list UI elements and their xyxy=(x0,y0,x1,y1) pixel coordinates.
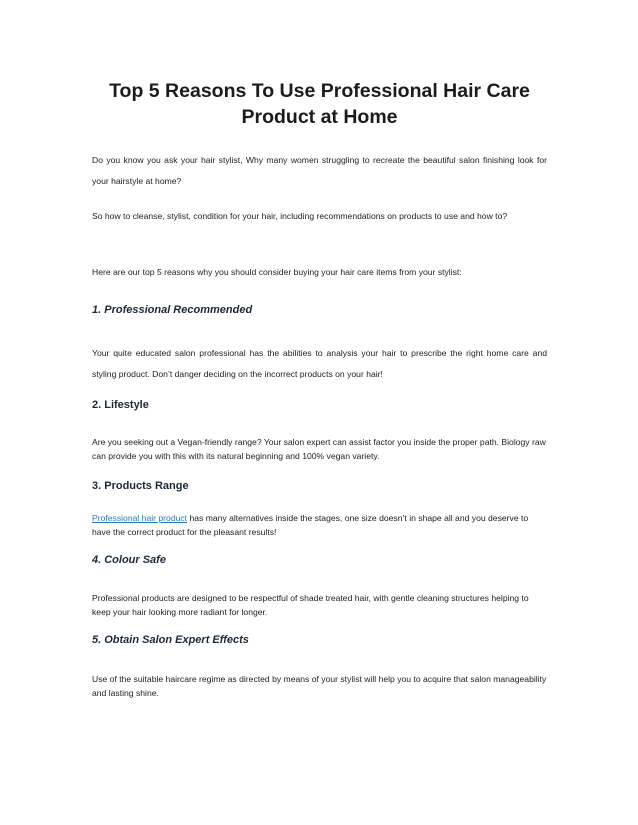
section-body-3 xyxy=(92,511,547,539)
section-heading-2: 2. Lifestyle xyxy=(92,399,149,411)
section-heading-1: 1. Professional Recommended xyxy=(92,304,253,316)
section-heading-5: 5. Obtain Salon Expert Effects xyxy=(92,634,249,646)
section-body-1: Your quite educated salon professional has the abilities to analysis your hair to prescribe the right home care and styling product. Don’t danger deciding on the incorrect products on your hair! xyxy=(92,348,547,379)
intro-paragraph-2: So how to cleanse, stylist, condition for your hair, including recommendations on products to use and how to? xyxy=(92,211,508,221)
section-body-2: Are you seeking out a Vegan-friendly range? Your salon expert can assist factor you inside the proper path. Biology raw can provide you with this with its natural beginning and 100% vegan variety. xyxy=(92,437,546,461)
section-heading-3: 3. Products Range xyxy=(92,480,189,492)
document-title: Top 5 Reasons To Use Professional Hair Care Product at Home xyxy=(109,80,530,128)
intro-paragraph-3: Here are our top 5 reasons why you should consider buying your hair care items from your stylist: xyxy=(92,267,462,277)
professional-hair-product-link[interactable]: Professional hair product xyxy=(92,513,188,523)
section-body-5: Use of the suitable haircare regime as directed by means of your stylist will help you to acquire that salon manageability and lasting shine. xyxy=(92,674,547,698)
section-heading-4: 4. Colour Safe xyxy=(92,554,166,566)
intro-paragraph-1: Do you know you ask your hair stylist, Why many women struggling to recreate the beautiful salon finishing look for your hairstyle at home? xyxy=(92,155,547,186)
section-body-3-text: has many alternatives inside the stages, one size doesn’t in shape all and you deserve to have the correct product for the pleasant results! xyxy=(92,513,529,537)
section-body-4: Professional products are designed to be respectful of shade treated hair, with gentle cleaning structures helping to keep your hair looking more radiant for longer. xyxy=(92,593,529,617)
